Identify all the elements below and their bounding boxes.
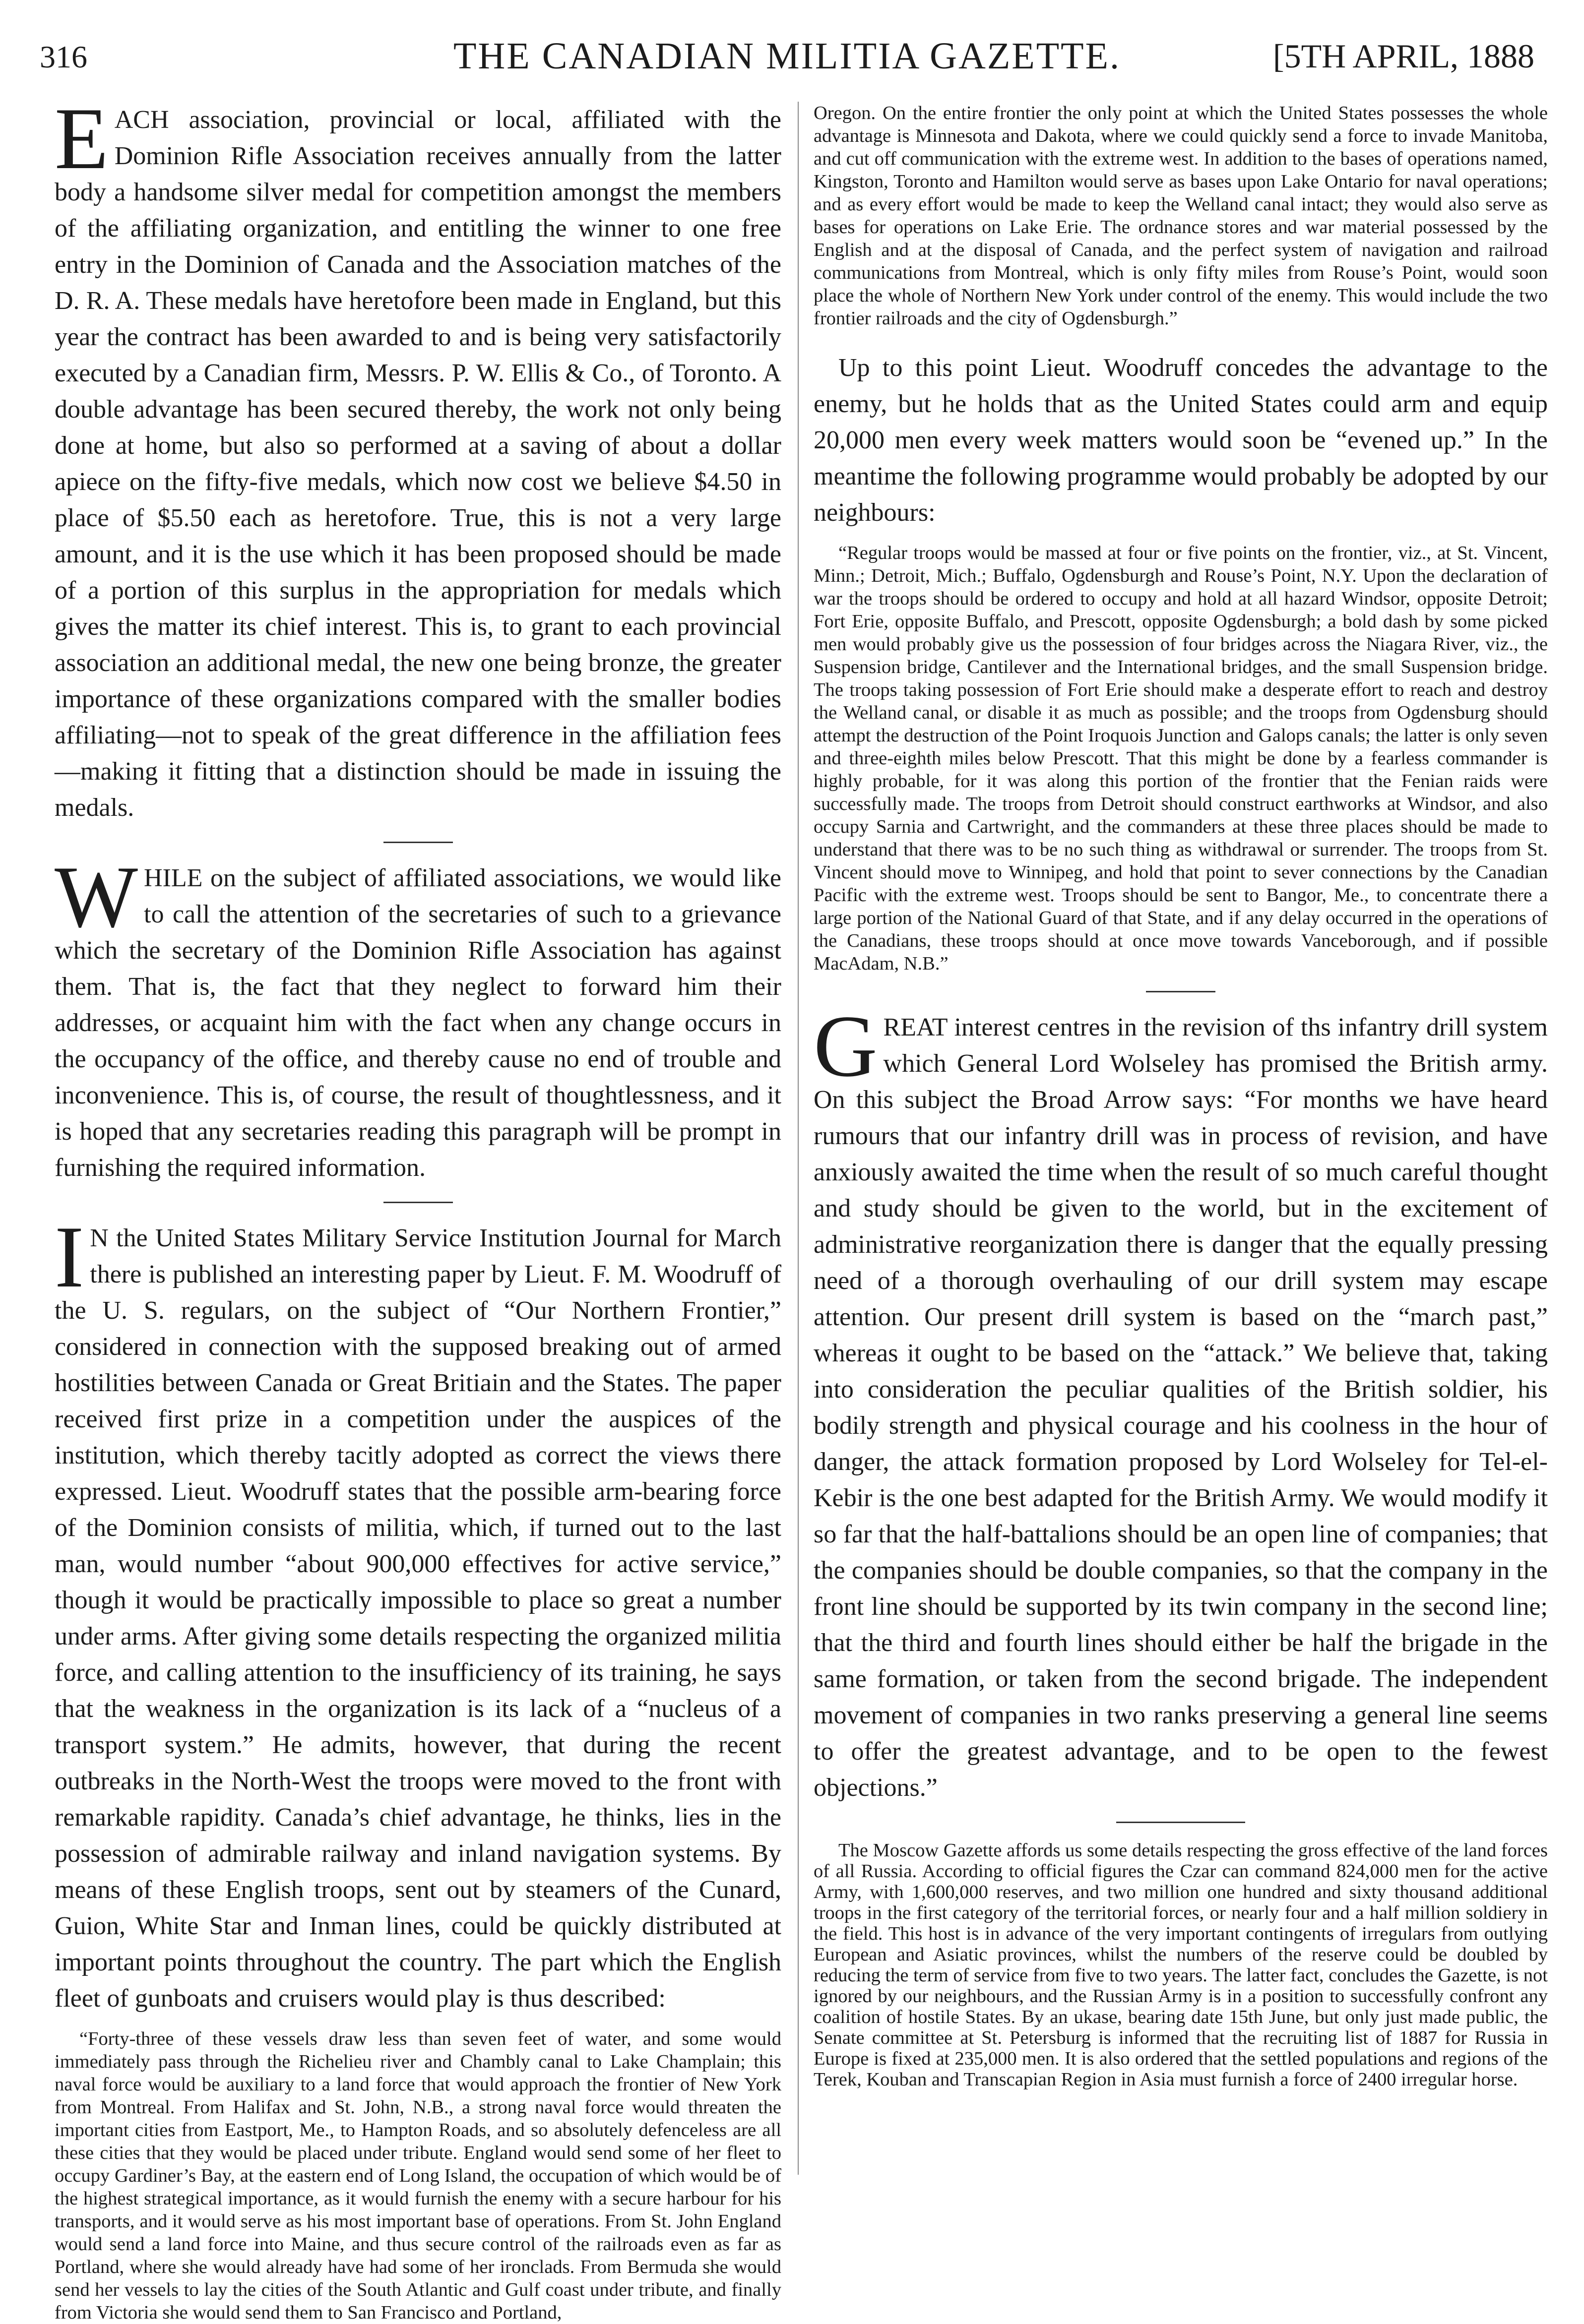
- article-russian-forces: The Moscow Gazette affords us some details respecting the gross effective of the land forces of all Russia. According to official figures the Czar can command 824,000 men for the active Army, with 1,600,000 reserves, and two million one hundred and sixty thousand additional troops in the first category of the territorial forces, or nearly four and a half million soldiery in the field. This host is in advance of the very important contingents of irregulars from outlying European and Asiatic provinces, whilst the numbers of the reserve could be doubled by reducing the term of service from five to two years. The latter fact, concludes the Gazette, is not ignored by our neighbours, and the Russian Army is in a position to successfully confront any coalition of hostile States. By an ukase, bearing date 15th June, but only just made public, the Senate committee at St. Petersburg is informed that the recruiting list of 1887 for Russia in Europe is fixed at 235,000 men. It is also ordered that the settled populations and regions of the Terek, Kouban and Transcapian Region in Asia must furnish a force of 2400 irregular horse.: [814, 1840, 1548, 2090]
- section-rule: [1116, 1822, 1245, 1823]
- page-number: 316: [40, 39, 87, 74]
- issue-date: [5TH APRIL, 1888: [1273, 37, 1534, 75]
- section-rule: [383, 1202, 453, 1203]
- quote-naval-force-continued: Oregon. On the entire frontier the only point at which the United States possesses the whole advantage is Minnesota and Dakota, where we could quickly send a force to invade Manitoba, and cut off communication with the extreme west. In addition to the bases of operations named, Kingston, Toronto and Hamilton would serve as bases upon Lake Ontario for naval operations; and as every effort would be made to keep the Welland canal intact; they would also serve as bases for operations on Lake Erie. The ordnance stores and war material possessed by the English and at the disposal of Canada, and the perfect system of navigation and railroad communications from Montreal, which is only fifty miles from Rouse’s Point, would soon place the whole of Northern New York under control of the enemy. This would include the two frontier railroads and the city of Ogdensburgh.”: [814, 103, 1548, 329]
- page-header: [40, 30, 1534, 84]
- article-evened-up: Up to this point Lieut. Woodruff concedes the advantage to the enemy, but he holds that as the United States could arm and equip 20,000 men every week matters would soon be “evened up.” In the meantime the following programme would probably be adopted by our neighbours:: [814, 354, 1548, 527]
- section-rule: [1146, 991, 1215, 992]
- right-column: [814, 102, 1548, 2090]
- masthead-title: THE CANADIAN MILITIA GAZETTE.: [453, 35, 1121, 77]
- article-affiliated-associations: WHILE on the subject of affiliated associations, we would like to call the attention of the secretaries of such to a grievance which the secretary of the Dominion Rifle Association has against them. That is, the fact that they neglect to forward him their addresses, or acquaint him with the fact when any change occurs in the occupancy of the office, and thereby cause no end of trouble and inconvenience. This is, of course, the result of thoughtlessness, and it is hoped that any secretaries reading this paragraph will be prompt in furnishing the required information.: [55, 848, 781, 1182]
- article-infantry-drill: GREAT interest centres in the revision of ths infantry drill system which General Lord Wolseley has promised the British army. On this subject the Broad Arrow says: “For months we have heard rumours that our infantry drill was in process of revision, and have anxiously awaited the time when the result of so much careful thought and study should be given to the world, but in the excitement of administrative reorganization there is danger that the equally pressing need of a thorough overhauling of our drill system may escape attention. Our present drill system is based on the “march past,” whereas it ought to be based on the “attack.” We believe that, taking into consideration the peculiar qualities of the British soldier, his bodily strength and physical courage and his coolness in the hour of danger, the attack formation proposed by Lord Wolseley for Tel-el-Kebir is the one best adapted for the British Army. We would modify it so far that the half-battalions should be an open line of companies; that the companies should be double companies, so that the company in the front line should be supported by its twin company in the second line; that the third and fourth lines should either be half the brigade in the same formation, or taken from the second brigade. The independent movement of companies in two ranks preserving a general line seems to offer the greatest advantage, and to be open to the fewest objections.”: [814, 997, 1548, 1802]
- left-column: [55, 89, 781, 2324]
- quote-regular-troops: “Regular troops would be massed at four or five points on the frontier, viz., at St. Vincent, Minn.; Detroit, Mich.; Buffalo, Ogdensburgh and Rouse’s Point, N.Y. Upon the declaration of war the troops should be ordered to occupy and hold at all hazard Windsor, opposite Detroit; Fort Erie, opposite Buffalo, and Prescott, opposite Ogdensburgh; a bold dash by some picked men would probably give us the possession of four bridges across the Niagara River, viz., the Suspension bridge, Cantilever and the International bridges, and the small Suspension bridge. The troops taking possession of Fort Erie should make a desperate effort to reach and destroy the Welland canal, or disable it as much as possible; and the troops from Ogdensburg should attempt the destruction of the Point Iroquois Junction and Galops canals; the latter is only seven and three-eighth miles below Prescott. That this might be done by a fearless commander is highly probable, for it was along this portion of the frontier that the Fenian raids were successfully made. The troops from Detroit should construct earthworks at Windsor, and also occupy Sarnia and Cartwright, and the commanders at these three places should be made to understand that there was to be no such thing as withdrawal or surrender. The troops from St. Vincent should move to Winnipeg, and hold that point to sever connections by the Canadian Pacific with the extreme west. Troops should be sent to Bangor, Me., to concentrate there a large portion of the National Guard of that State, and if any delay occurred in the operations of the Canadians, these troops should at once move towards Vanceborough, and if possible MacAdam, N.B.”: [814, 543, 1548, 974]
- section-rule: [383, 842, 453, 843]
- article-medals: EACH association, provincial or local, affiliated with the Dominion Rifle Association receives annually from the latter body a handsome silver medal for competition amongst the members of the affiliating organization, and entitling the winner to one free entry in the Dominion of Canada and the Association matches of the D. R. A. These medals have heretofore been made in England, but this year the contract has been awarded to and is being very satisfactorily executed by a Canadian firm, Messrs. P. W. Ellis & Co., of Toronto. A double advantage has been secured thereby, the work not only being done at home, but also so performed at a saving of about a dollar apiece on the fifty-five medals, which now cost we believe $4.50 in place of $5.50 each as heretofore. True, this is not a very large amount, and it is the use which it has been proposed should be made of a portion of this surplus in the appropriation for medals which gives the matter its chief interest. This is, to grant to each provincial association an additional medal, the new one being bronze, the greater importance of these organizations compared with the smaller bodies affiliating—not to speak of the great difference in the affiliation fees—making it fitting that a distinction should be made in issuing the medals.: [55, 89, 781, 822]
- column-divider: [798, 102, 799, 2175]
- quote-naval-force: “Forty-three of these vessels draw less than seven feet of water, and some would immediately pass through the Richelieu river and Chambly canal to Lake Champlain; this naval force would be auxiliary to a land force that would approach the frontier of New York from Montreal. From Halifax and St. John, N.B., a strong naval force would threaten the important cities from Eastport, Me., to Hampton Roads, and so absolutely defenceless are all these cities that they would be placed under tribute. England would send some of her fleet to occupy Gardiner’s Bay, at the eastern end of Long Island, the occupation of which would be of the highest strategical importance, as it would furnish the enemy with a secure harbour for his transports, and it would serve as his most important base of operations. From St. John England would send a land force into Maine, and thus secure control of the railroads even as far as Portland, where she would already have had some of her ironclads. From Bermuda she would send her vessels to lay the cities of the South Atlantic and Gulf coast under tribute, and finally from Victoria she would send them to San Francisco and Portland,: [55, 2028, 781, 2323]
- article-northern-frontier: IN the United States Military Service Institution Journal for March there is published an interesting paper by Lieut. F. M. Woodruff of the U. S. regulars, on the subject of “Our Northern Frontier,” considered in connection with the supposed breaking out of armed hostilities between Canada or Great Britiain and the States. The paper received first prize in a competition under the auspices of the institution, which thereby tacitly adopted as correct the views there expressed. Lieut. Woodruff states that the possible arm-bearing force of the Dominion consists of militia, which, if turned out to the last man, would number “about 900,000 effectives for active service,” though it would be practically impossible to place so great a number under arms. After giving some details respecting the organized militia force, and calling attention to the insufficiency of its training, he says that the weakness in the organization is its lack of a “nucleus of a transport system.” He admits, however, that during the recent outbreaks in the North-West the troops were moved to the front with remarkable rapidity. Canada’s chief advantage, he thinks, lies in the possession of admirable railway and inland navigation systems. By means of these English troops, sent out by steamers of the Cunard, Guion, White Star and Inman lines, could be quickly distributed at important points throughout the country. The part which the English fleet of gunboats and cruisers would play is thus described:: [55, 1208, 781, 2013]
